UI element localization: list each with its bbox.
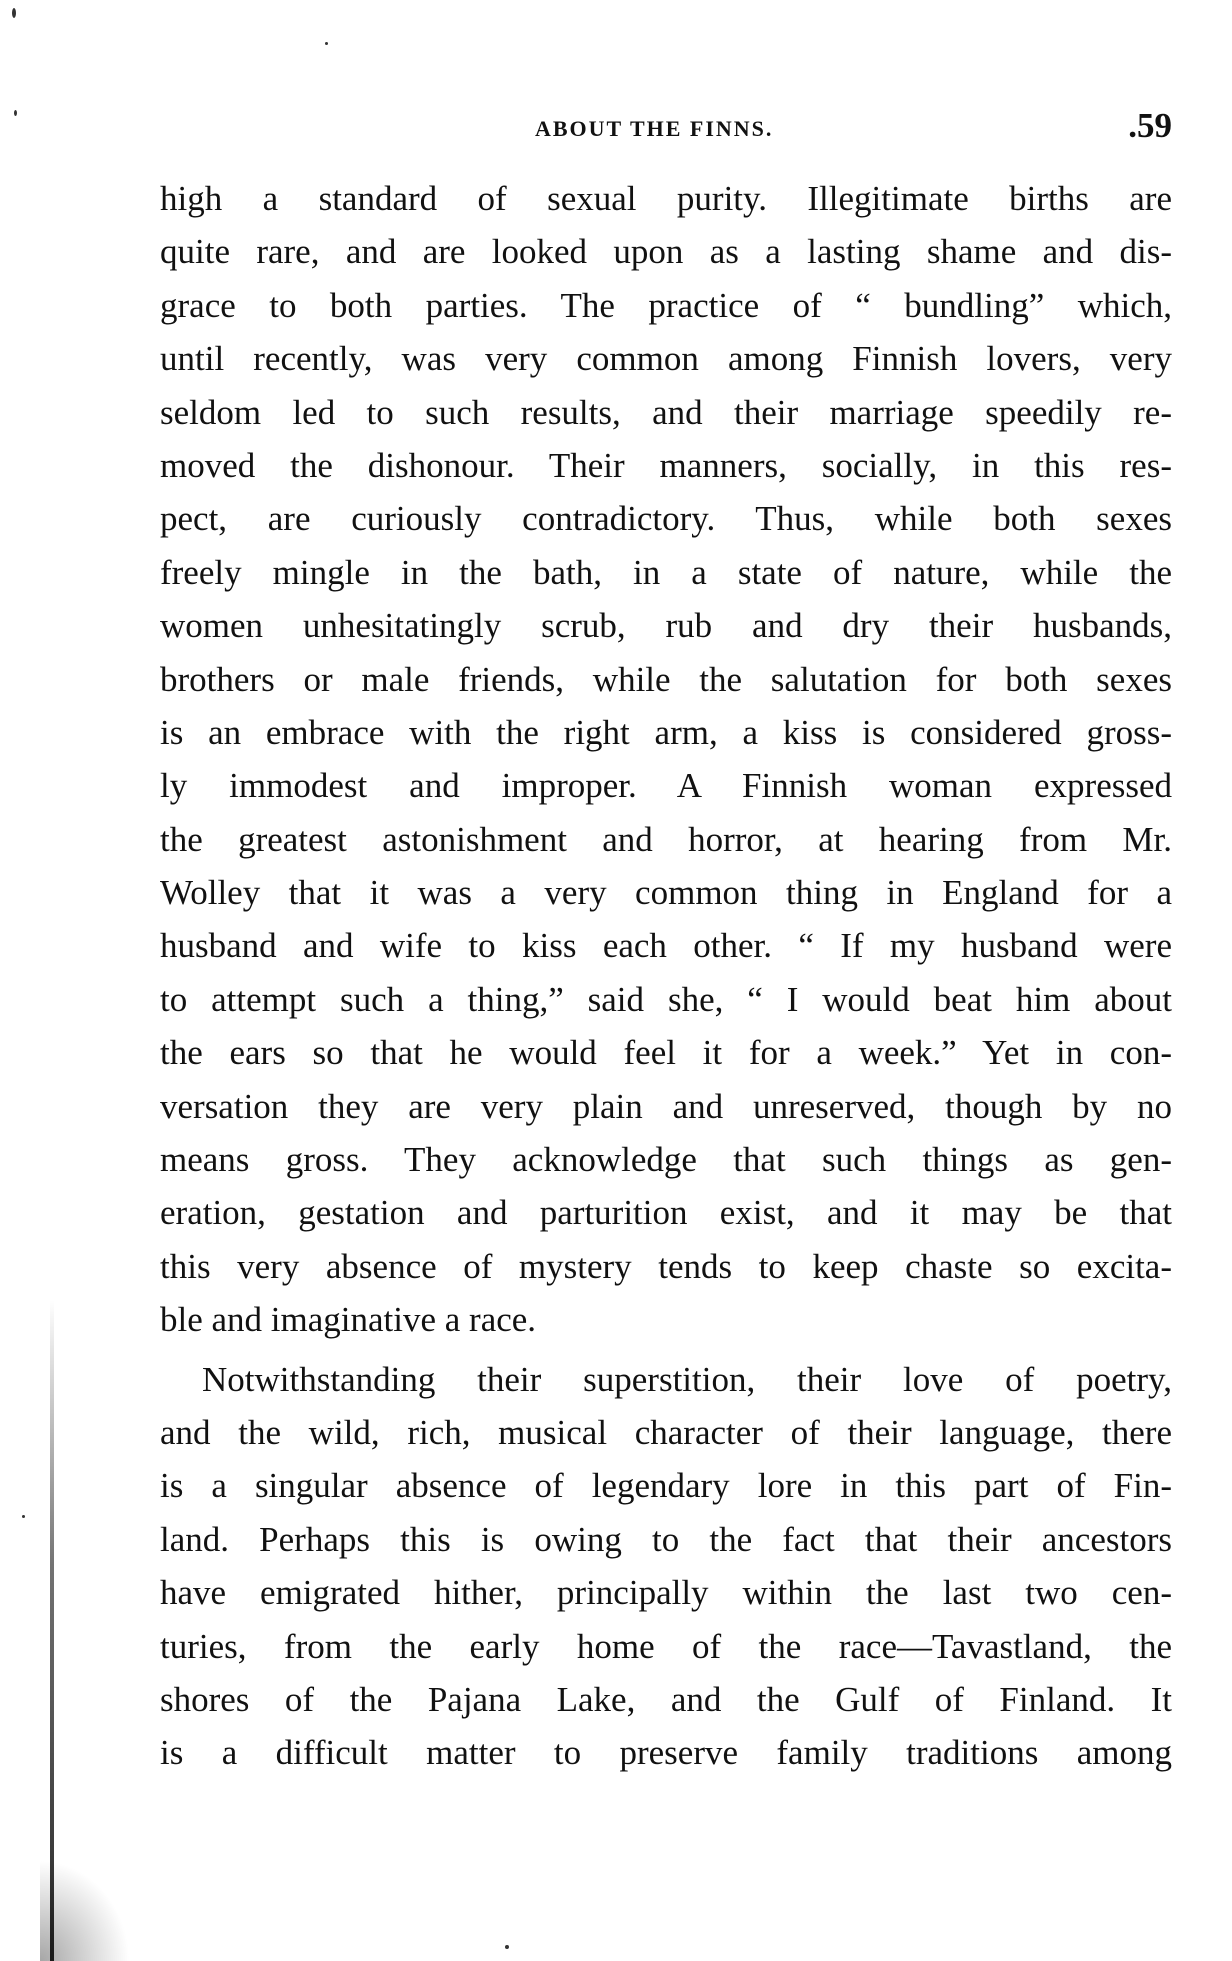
scan-speck xyxy=(505,1945,509,1949)
body-text xyxy=(160,172,1172,1780)
text-line: the ears so that he would feel it for a week.” Yet in con- xyxy=(160,1033,1172,1073)
text-line: pect, are curiously contradictory. Thus, while both sexes xyxy=(160,499,1172,539)
running-head xyxy=(160,106,1172,152)
paragraph-1 xyxy=(160,172,1172,1347)
text-line: Notwithstanding their superstition, their love of poetry, xyxy=(202,1359,1172,1399)
text-line: to attempt such a thing,” said she, “ I would beat him about xyxy=(160,979,1172,1019)
text-line: ble and imaginative a race. xyxy=(160,1300,537,1340)
text-line: and the wild, rich, musical character of their language, there xyxy=(160,1412,1172,1452)
text-line: is a difficult matter to preserve family traditions among xyxy=(160,1733,1172,1773)
text-line: high a standard of sexual purity. Illegitimate births are xyxy=(160,179,1172,218)
text-line: is a singular absence of legendary lore in this part of Fin- xyxy=(160,1466,1172,1506)
text-line: seldom led to such results, and their marriage speedily re- xyxy=(160,392,1172,432)
text-line: Wolley that it was a very common thing in England for a xyxy=(160,873,1172,913)
text-line: means gross. They acknowledge that such things as gen- xyxy=(160,1140,1172,1180)
text-line: grace to both parties. The practice of “ bundling” which, xyxy=(160,285,1172,325)
text-line: ly immodest and improper. A Finnish woman expressed xyxy=(160,766,1172,806)
text-line: the greatest astonishment and horror, at hearing from Mr. xyxy=(160,819,1172,859)
corner-scan-shadow xyxy=(40,1860,130,1961)
text-line: shores of the Pajana Lake, and the Gulf of Finland. It xyxy=(160,1679,1172,1719)
text-line: land. Perhaps this is owing to the fact that their ancestors xyxy=(160,1519,1172,1559)
text-line: versation they are very plain and unreserved, though by no xyxy=(160,1086,1172,1126)
text-line: quite rare, and are looked upon as a lasting shame and dis- xyxy=(160,232,1172,272)
page-number: .59 xyxy=(1128,106,1172,145)
text-line: husband and wife to kiss each other. “ If my husband were xyxy=(160,926,1172,966)
text-line: until recently, was very common among Finnish lovers, very xyxy=(160,339,1172,379)
text-line: turies, from the early home of the race—Tavastland, the xyxy=(160,1626,1172,1666)
text-line: women unhesitatingly scrub, rub and dry their husbands, xyxy=(160,606,1172,646)
text-line: have emigrated hither, principally within the last two cen- xyxy=(160,1573,1172,1613)
scan-speck xyxy=(12,8,16,18)
text-line: is an embrace with the right arm, a kiss is considered gross- xyxy=(160,712,1172,752)
scan-speck xyxy=(14,110,17,116)
scan-speck xyxy=(22,1515,25,1518)
text-line: moved the dishonour. Their manners, socially, in this res- xyxy=(160,445,1172,485)
running-head-title: ABOUT THE FINNS. xyxy=(535,116,774,141)
paragraph-2 xyxy=(160,1353,1172,1780)
text-line: freely mingle in the bath, in a state of nature, while the xyxy=(160,552,1172,592)
text-line: eration, gestation and parturition exist, and it may be that xyxy=(160,1193,1172,1233)
scan-speck xyxy=(325,42,328,45)
text-line: this very absence of mystery tends to keep chaste so excita- xyxy=(160,1246,1172,1286)
text-line: brothers or male friends, while the salutation for both sexes xyxy=(160,659,1172,699)
